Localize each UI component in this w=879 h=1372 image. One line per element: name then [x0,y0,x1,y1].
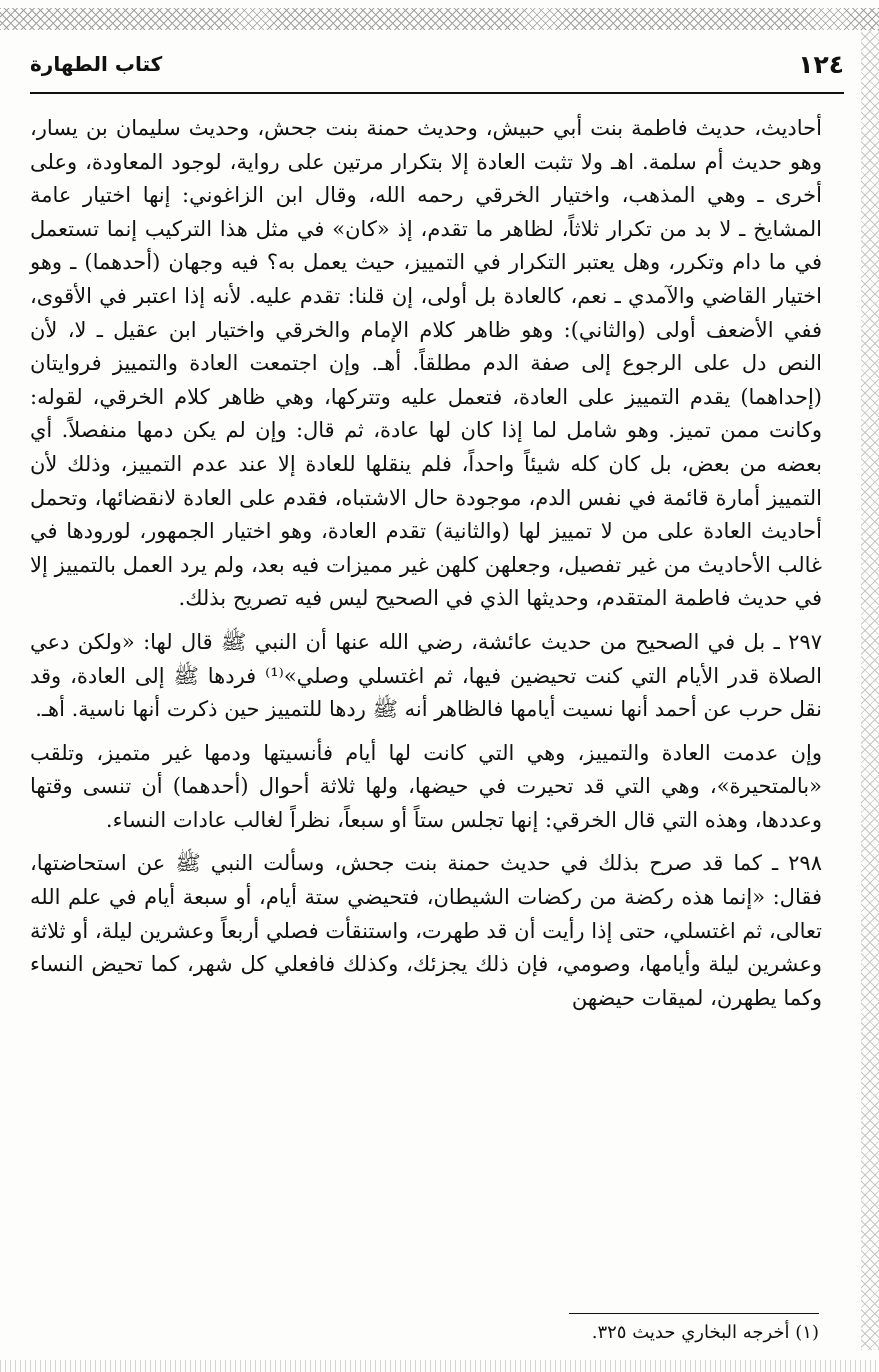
decorative-bottom-border [0,1360,879,1372]
footnote: (١) أخرجه البخاري حديث ٣٢٥. [591,1322,819,1343]
paragraph-hadith-298: ٢٩٨ ـ كما قد صرح بذلك في حديث حمنة بنت جحش، وسألت النبي ﷺ عن استحاضتها، فقال: «إنما هذه ركضة من ركضات الشيطان، فتحيضي ستة أيام، أو سبعة أيام في علم الله تعالى، ثم اغتسلي، حتى إذا رأيت أن قد طهرت، واستنقأت فصلي أربعاً وعشرين ليلة، أو ثلاثة وعشرين ليلة وأيامها، وصومي، فإن ذلك يجزئك، وكذلك فافعلي كل شهر، كما تحيض النساء وكما يطهرن، لميقات حيضهن [30,851,822,1010]
header-rule [30,92,844,94]
paragraph-hadith-297: ٢٩٧ ـ بل في الصحيح من حديث عائشة، رضي الله عنها أن النبي ﷺ قال لها: «ولكن دعي الصلاة قدر الأيام التي كنت تحيضين فيها، ثم اغتسلي وصلي»⁽¹⁾ فردها ﷺ إلى العادة، وقد نقل حرب عن أحمد أنها نسيت أيامها فالظاهر أنه ﷺ ردها للتمييز حين ذكرت أنها ناسية. أهـ. [30,629,822,722]
running-title: كتاب الطهارة [30,52,163,76]
paragraph-continuation: أحاديث، حديث فاطمة بنت أبي حبيش، وحديث حمنة بنت جحش، وحديث سليمان بن يسار، وهو حديث أم سلمة. اهـ ولا تثبت العادة إلا بتكرار مرتين على رواية، لوجود المعاودة، وعلى أخرى ـ وهي المذهب، واختيار الخرقي رحمه الله، وقال ابن الزاغوني: إنها اختيار عامة المشايخ ـ لا بد من تكرار ثلاثاً، لظاهر ما تقدم، إذ «كان» في مثل هذا التركيب إنما تستعمل في ما دام وتكرر، وهل يعتبر التكرار في التمييز، حيث يعمل به؟ فيه وجهان (أحدهما) ـ وهو اختيار القاضي والآمدي ـ نعم، كالعادة بل أولى، إن قلنا: تقدم عليه. لأنه إذا اعتبر في الأقوى، ففي الأضعف أولى (والثاني): وهو ظاهر كلام الإمام والخرقي واختيار ابن عقيل ـ لا، لأن النص دل على الرجوع إلى صفة الدم مطلقاً. أهـ. وإن اجتمعت العادة والتمييز فروايتان (إحداهما) يقدم التمييز على العادة، فتعمل عليه وتتركها، وهي ظاهر كلام الخرقي، لقوله: وكانت ممن تميز. وهو شامل لما إذا كان لها عادة، ثم قال: وإن لم يكن دمها منفصلاً. أي بعضه من بعض، بل كان كله شيئاً واحداً، فلم ينقلها للعادة إلا عند عدم التمييز، وذلك لأن التمييز أمارة قائمة في نفس الدم، موجودة حال الاشتباه، فقدم على العادة لانقضائها، وتحمل أحاديث العادة على من لا تمييز لها (والثانية) تقدم العادة، وهو اختيار الجمهور، لورودها في غالب الأحاديث من غير تفصيل، وجعلهن كلهن غير مميزات فيه بعد، ولم يرد العمل بالتمييز إلا في حديث فاطمة المتقدم، وحديثها الذي في الصحيح ليس فيه تصريح بذلك. [30,116,822,611]
footnote-rule [569,1313,819,1314]
decorative-top-border [0,8,879,30]
main-text [30,112,822,1015]
paragraph-mutahayyira: وإن عدمت العادة والتمييز، وهي التي كانت لها أيام فأنسيتها ودمها غير متميز، وتلقب «بالمتحيرة»، وهي التي قد تحيرت في حيضها، ولها ثلاثة أحوال (أحدهما) أن تنسى وقتها وعددها، وهذه التي قال الخرقي: إنها تجلس ستاً أو سبعاً، نظراً لغالب عادات النساء. [30,740,822,832]
decorative-right-border [861,30,879,1350]
page-number: ١٢٤ [798,50,844,79]
page-header [30,48,844,88]
